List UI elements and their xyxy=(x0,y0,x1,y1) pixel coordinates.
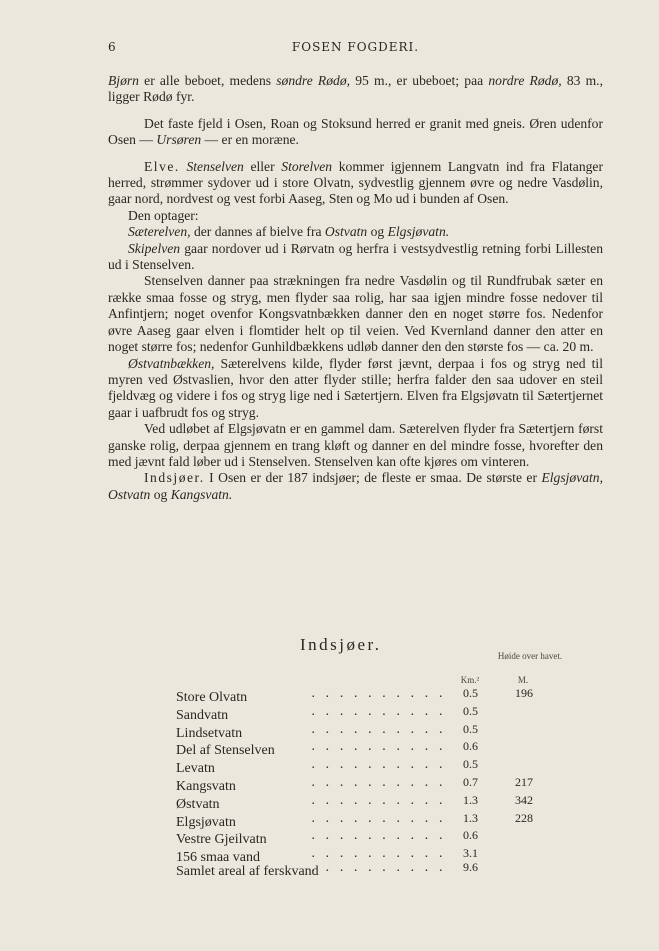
paragraph xyxy=(108,159,603,208)
table-row xyxy=(176,810,586,833)
lake-height: 342 xyxy=(515,792,533,807)
leader-dots: · · · · · · · · · · xyxy=(310,761,446,777)
text: Det faste fjeld i Osen, Roan og Stoksund herred er granit med gneis. Øren udenfor Osen — xyxy=(108,115,603,148)
table-row xyxy=(176,739,586,761)
italic-text: søndre Rødø, xyxy=(276,73,351,88)
italic-text: Skipelven xyxy=(128,240,181,256)
total-area: 9.6 xyxy=(463,860,478,874)
paragraph: Ved udløbet af Elgsjøvatn er en gammel dam. Sæterelven flyder fra Sætertjern først ganske rolig, derpaa gjennem en trang kløft og danner en del mindre fosse, hvorefter den med jævnt fald løber ud i Stenselven. Stenselven kan ofte kjøres om vinteren. xyxy=(108,421,603,469)
total-label: Samlet areal af ferskvand xyxy=(176,864,319,879)
italic-text: Ostvatn xyxy=(324,224,368,240)
lake-name: Østvatn xyxy=(176,796,220,812)
running-title: FOSEN FOGDERI. xyxy=(291,40,420,54)
total-row xyxy=(176,860,586,882)
italic-text: Østvatnbækken, xyxy=(128,355,215,371)
paragraph xyxy=(108,116,603,149)
lake-height: 228 xyxy=(515,810,533,825)
lake-area: 1.3 xyxy=(463,792,478,807)
text: og xyxy=(150,486,171,502)
leader-dots: · · · · · · · · · · xyxy=(310,864,446,879)
leader-dots: · · · · · · · · · · xyxy=(310,814,446,830)
text: der dannes af bielve fra xyxy=(190,224,325,240)
lake-name: Sandvatn xyxy=(176,707,229,723)
lake-area: 0.5 xyxy=(463,703,478,718)
spaced-heading: Elve. xyxy=(144,158,180,174)
italic-text: Elgsjøvatn, Ostvatn xyxy=(108,470,603,502)
text: eller xyxy=(243,158,282,174)
italic-text: Stenselven xyxy=(179,158,244,174)
italic-text: Storelven xyxy=(281,158,333,174)
text: er alle beboet, medens xyxy=(138,73,277,88)
paragraph xyxy=(108,241,603,274)
paragraph xyxy=(108,356,603,422)
lake-name: Elgsjøvatn xyxy=(176,814,236,830)
lake-name: 156 smaa vand xyxy=(176,850,260,866)
italic-text: nordre Rødø, xyxy=(488,73,562,88)
km-unit-header: Km.² xyxy=(460,675,480,685)
lake-height: 196 xyxy=(515,686,533,700)
text: Sæterelvens kilde, flyder først jævnt, derpaa i fos og stryg ned til myren ved Østvaslien, hvor den atter flyder stille; herfra falder den saa udover en steil fjeldvæg og videre i fos og stryg lige ned i Sætertjern. Elven fra Elgsjøvatn til Sætertjernet gaar i uafbrudt fos og stryg. xyxy=(108,355,603,420)
lakes-table xyxy=(176,686,586,868)
lake-area: 0.6 xyxy=(463,828,478,843)
table-row xyxy=(176,721,586,744)
lake-area: 0.5 xyxy=(463,757,478,772)
text: og xyxy=(367,224,388,240)
lake-name: Vestre Gjeilvatn xyxy=(176,832,267,848)
lake-name: Lindsetvatn xyxy=(176,725,243,741)
text: I Osen er der 187 indsjøer; de fleste er smaa. De største er xyxy=(204,470,542,486)
paragraph xyxy=(108,470,603,503)
text: 83 m., ligger Rødø fyr. xyxy=(108,73,603,105)
italic-text: Bjørn xyxy=(108,73,139,88)
lake-area: 0.6 xyxy=(463,739,478,754)
m-unit-header: M. xyxy=(517,675,529,685)
italic-text: Ursøren xyxy=(156,132,202,148)
leader-dots: · · · · · · · · · · xyxy=(310,743,446,759)
table-row xyxy=(176,686,586,708)
lake-area: 1.3 xyxy=(463,810,478,825)
lake-area: 0.5 xyxy=(463,686,478,700)
lake-name: Del af Stenselven xyxy=(176,743,275,759)
paragraph: Den optager: xyxy=(128,207,199,223)
leader-dots: · · · · · · · · · · xyxy=(310,725,446,741)
paragraph xyxy=(108,73,603,106)
paragraph xyxy=(108,224,603,240)
leader-dots: · · · · · · · · · · xyxy=(310,707,446,723)
text: kommer igjennem Langvatn ind fra Flatanger herred, strømmer sydover ud i store Olvatn, sydvestlig gjennem øvre og nedre Vasdølin, gaar nord, nordvest og vest forbi Aaseg, Sten og Mo ud i bunden af Osen. xyxy=(108,158,603,207)
lake-area: 3.1 xyxy=(463,846,478,861)
leader-dots: · · · · · · · · · · xyxy=(310,778,446,794)
page-header xyxy=(108,40,603,60)
italic-text: Sæterelven, xyxy=(128,224,191,240)
spaced-heading: Indsjøer. xyxy=(144,470,205,486)
height-column-header: Høide over havet. xyxy=(497,651,563,661)
table-row xyxy=(176,703,586,726)
italic-text: Kangsvatn. xyxy=(170,486,233,502)
table-row xyxy=(176,828,586,850)
leader-dots: · · · · · · · · · · xyxy=(310,796,446,812)
lake-name: Kangsvatn xyxy=(176,778,236,794)
text: 95 m., er ubeboet; paa xyxy=(350,73,489,88)
leader-dots: · · · · · · · · · · xyxy=(310,832,446,848)
body-text xyxy=(108,73,603,503)
lake-area: 0.7 xyxy=(463,774,478,789)
page-number: 6 xyxy=(108,40,117,54)
lake-height: 217 xyxy=(515,774,533,789)
text: gaar nordover ud i Rørvatn og herfra i vestsydvestlig retning forbi Lillesten ud i Stenselven. xyxy=(108,240,603,273)
lake-area: 0.5 xyxy=(463,721,478,736)
paragraph: Stenselven danner paa strækningen fra nedre Vasdølin og til Rundfrubak sæter en række smaa fosse og stryg, men flyder saa rolig, har saa igjen mindre fosse nedover til Anfintjern; noget ovenfor Kongsvatnbækken danner den en noget større fos. Nedenfor øvre Aaseg gaar elven i flomtider helt op til veien. Ved Kvernland danner den atter en noget større fos; nedenfor Gunhildbækkens udløb danner den den største fos — ca. 20 m. xyxy=(108,273,603,355)
leader-dots: · · · · · · · · · · xyxy=(310,690,446,705)
italic-text: Elgsjøvatn. xyxy=(387,224,450,240)
lake-name: Levatn xyxy=(176,761,215,777)
leader-dots: · · · · · · · · · · xyxy=(310,850,446,866)
text: — er en moræne. xyxy=(201,132,299,148)
table-title: Indsjøer. xyxy=(300,635,382,654)
lake-name: Store Olvatn xyxy=(176,690,248,705)
